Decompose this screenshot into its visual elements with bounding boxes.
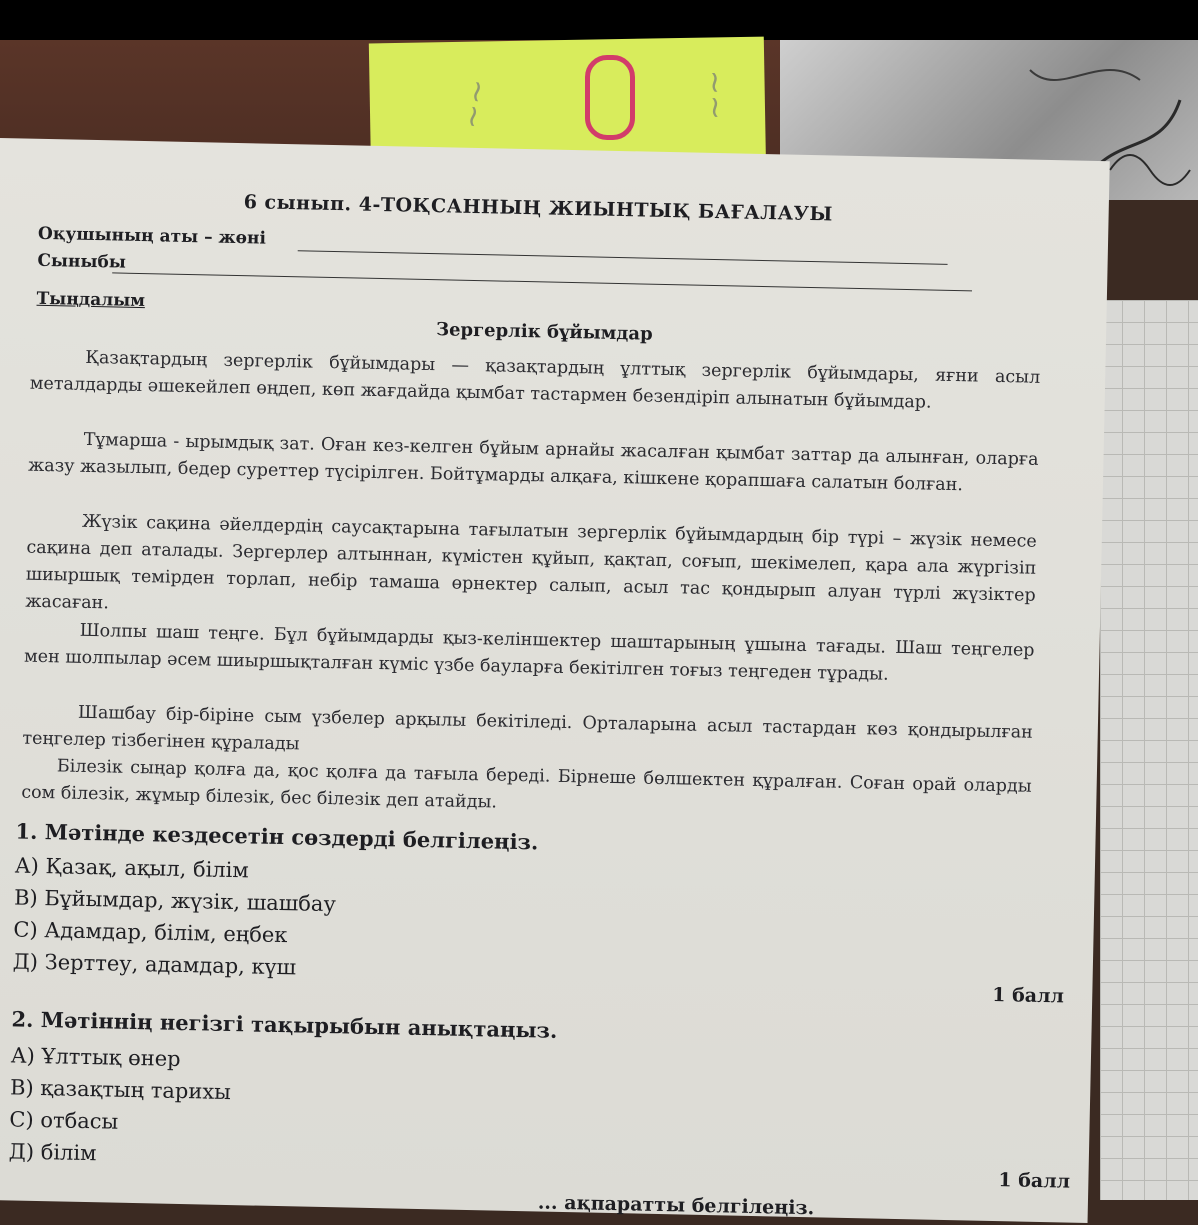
q1-option-b[interactable]: В) Бұйымдар, жүзік, шашбау (13, 885, 337, 917)
question-3-partial: ... ақпаратты белгілеңіз. (537, 1191, 815, 1220)
paragraph: Білезік сыңар қолға да, қос қолға да тағыла береді. Бірнеше бөлшектен құралған. Соған орай оларды сом білезік, жұмыр білезік, бес білезік деп атайды. (21, 756, 1032, 813)
paperclip-icon (585, 55, 635, 140)
paragraph: Қазақтардың зергерлік бұйымдары — қазақтардың ұлттық зергерлік бұйымдары, яғни асыл металдарды әшекейлеп өңдеп, көп жағдайда қымбат тастармен безендіріп алынатын бұйымдар. (29, 347, 1041, 413)
paragraph: Шашбау бір-біріне сым үзбелер арқылы бекітіледі. Орталарына асыл тастардан көз қондырылған теңгелер тізбегінен құралады (22, 702, 1033, 755)
q2-option-a[interactable]: А) Ұлттық өнер (10, 1043, 181, 1071)
paragraph: Тұмарша - ырымдық зат. Оған кез-келген бұйым арнайы жасалған қымбат заттар да алынған, оларға жазу жазылып, бедер суреттер түсірілген. Бойтұмарды алқаға, кішкене қорапшаға салатын болған. (27, 429, 1039, 496)
class-label: Сыныбы (37, 250, 127, 273)
question-2: 2. Мәтіннің негізгі тақырыбын анықтаңыз. (11, 1006, 558, 1043)
sticky-note: ~~ ~~ (369, 37, 766, 184)
page-title: 6 сынып. 4-ТОҚСАННЫҢ ЖИЫНТЫҚ БАҒАЛАУЫ (243, 191, 834, 226)
question-1: 1. Мәтінде кездесетін сөздерді белгілеңіз. (15, 818, 539, 855)
q2-option-d[interactable]: Д) білім (8, 1139, 97, 1166)
graph-paper (1100, 300, 1198, 1200)
class-line (112, 272, 972, 291)
q2-option-c[interactable]: С) отбасы (9, 1107, 119, 1134)
q1-option-d[interactable]: Д) Зерттеу, адамдар, күш (12, 949, 297, 980)
paragraph: Шолпы шаш теңге. Бұл бұйымдарды қыз-келіншектер шаштарының ұшына тағады. Шаш теңгелер мен шолпылар әсем шиыршықталған күміс үзбе бауларға бекітілген тоғыз теңгеден тұрады. (23, 620, 1035, 685)
name-line (298, 250, 948, 265)
name-label: Оқушының аты – жөні (37, 223, 267, 249)
text-title: Зергерлік бұйымдар (435, 319, 653, 345)
top-black-bar (0, 0, 1198, 40)
q2-option-b[interactable]: В) қазақтың тарихы (9, 1075, 232, 1105)
section-heading: Тыңдалым (36, 288, 146, 312)
q2-score: 1 балл (998, 1169, 1071, 1193)
exam-sheet (0, 138, 1110, 1223)
q1-option-c[interactable]: С) Адамдар, білім, еңбек (13, 917, 288, 948)
q1-option-a[interactable]: А) Қазақ, ақыл, білім (14, 853, 249, 883)
q1-score: 1 балл (992, 983, 1065, 1008)
paragraph: Жүзік сақина әйелдердің саусақтарына тағылатын зергерлік бұйымдардың бір түрі – жүзік немесе сақина деп аталады. Зергерлер алтыннан, күмістен құйып, қақтап, соғып, шекімелеп, қара ала жүргізіп шиыршық темірден торлап, небір тамаша өрнектер салып, асыл тас қондырып алуан түрлі жүзіктер жасаған. (25, 511, 1037, 614)
